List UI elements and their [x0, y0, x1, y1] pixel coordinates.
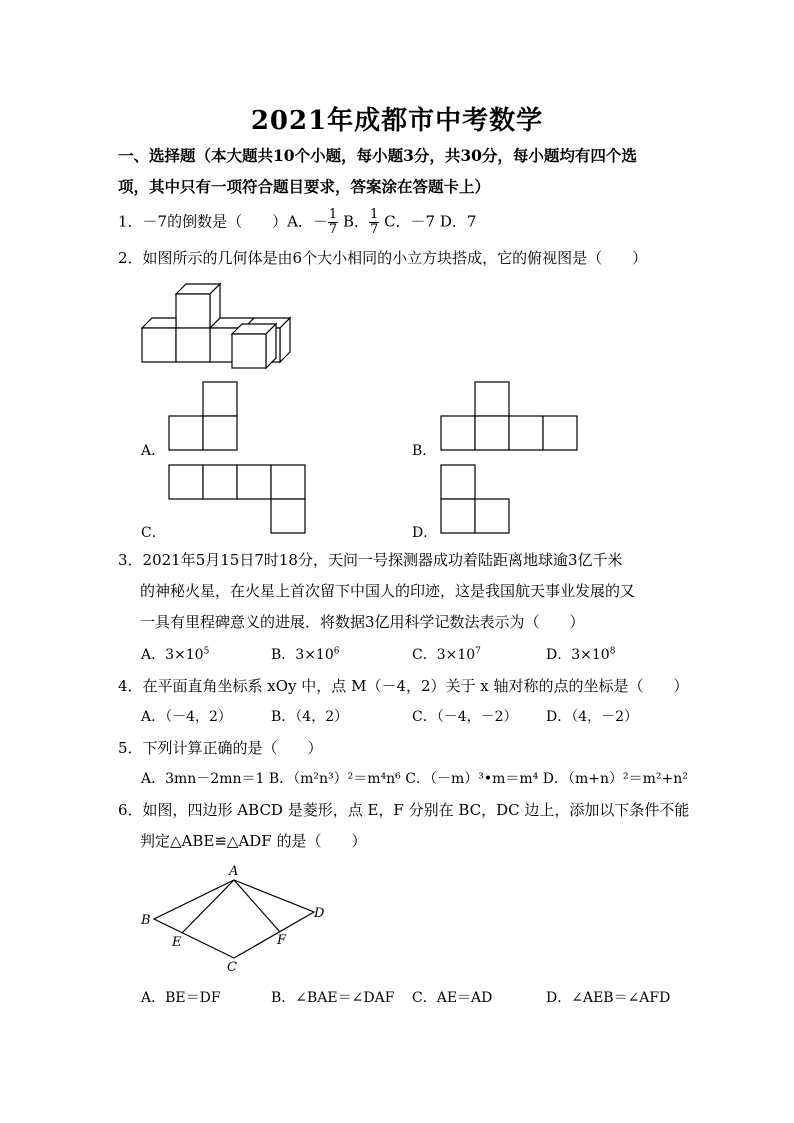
point-c-label: C: [227, 960, 237, 975]
page-title: 2021年成都市中考数学: [250, 106, 544, 136]
q2-opt-c-label: C．: [141, 525, 166, 541]
q3-opt-d-exp: 8: [609, 646, 616, 657]
q1-frac-b-num: 1: [370, 207, 379, 222]
q6-option-c: C．AE＝AD: [412, 990, 493, 1006]
point-a-label: A: [229, 864, 239, 879]
q1-stem: 1．－7的倒数是（ ）A．－: [118, 212, 328, 231]
question-3-line3: 一具有里程碑意义的进展．将数据3亿用科学记数法表示为（ ）: [140, 613, 585, 631]
q3-option-d: [546, 644, 615, 664]
segment-ae: [182, 880, 234, 933]
q2-option-a-figure: [169, 381, 239, 451]
q3-opt-b-text: B．3×10: [271, 647, 334, 663]
q2-opt-b-label: B．: [412, 443, 437, 459]
q1-tail: C．－7 D．7: [384, 212, 477, 231]
q3-option-b: [271, 644, 339, 664]
rhombus-figure: [138, 862, 338, 974]
q6-option-b: B．∠BAE＝∠DAF: [271, 990, 395, 1006]
q2-option-d-figure: [441, 464, 511, 534]
section-heading-line2: 项，其中只有一项符合题目要求，答案涂在答题卡上）: [118, 177, 491, 196]
q2-opt-a-label: A．: [141, 443, 166, 459]
q2-option-c-figure: [169, 464, 307, 534]
q3-opt-a-text: A．3×10: [141, 647, 204, 663]
point-b-label: B: [141, 913, 151, 928]
question-1: [118, 208, 476, 237]
question-3-line1: 3．2021年5月15日7时18分，天问一号探测器成功着陆距离地球逾3亿千米: [118, 551, 623, 569]
q2-option-b-figure: [441, 381, 579, 451]
q1-opt-b-label: B．: [342, 212, 370, 231]
point-e-label: E: [172, 935, 182, 950]
q4-option-c: C．（－4，－2）: [412, 709, 518, 725]
segment-af: [234, 880, 280, 932]
q3-opt-d-text: D．3×10: [546, 647, 610, 663]
q6-option-d: D．∠AEB＝∠AFD: [546, 990, 671, 1006]
q3-opt-c-exp: 7: [475, 646, 481, 657]
q1-frac-a-den: 7: [328, 222, 338, 237]
q3-opt-a-exp: 5: [203, 646, 210, 657]
question-5: 5．下列计算正确的是（ ）: [118, 739, 323, 757]
q4-option-b: B．（4，2）: [271, 709, 349, 725]
q6-option-a: A．BE＝DF: [141, 990, 221, 1006]
q3-option-c: [412, 644, 481, 664]
q5-options: A．3mn－2mn＝1 B．（m²n³）²＝m⁴n⁶ C．（－m）³•m＝m⁴ D．（m+n）²＝m²+n²: [141, 771, 688, 787]
solid-figure: [140, 282, 295, 374]
q4-option-d: D．（4，－2）: [546, 709, 639, 725]
question-6-line2: 判定△ABE≌△ADF 的是（ ）: [140, 832, 367, 850]
q3-opt-c-text: C．3×10: [412, 647, 476, 663]
q1-frac-a-num: 1: [328, 207, 338, 222]
question-4: 4．在平面直角坐标系 xOy 中，点 M（－4，2）关于 x 轴对称的点的坐标是（ ）: [118, 677, 689, 695]
section-heading-line1: 一、选择题（本大题共10个小题，每小题3分，共30分，每小题均有四个选: [118, 146, 637, 165]
question-3-line2: 的神秘火星，在火星上首次留下中国人的印迹，这是我国航天事业发展的又: [140, 582, 636, 600]
q1-fraction-a: [328, 208, 338, 237]
q4-option-a: A．（－4，2）: [141, 709, 232, 725]
question-6-line1: 6．如图，四边形 ABCD 是菱形，点 E，F 分别在 BC，DC 边上，添加以下条件不能: [118, 801, 690, 819]
q1-frac-b-den: 7: [370, 222, 379, 237]
q3-opt-b-exp: 6: [333, 646, 340, 657]
question-2: 2．如图所示的几何体是由6个大小相同的小立方块搭成，它的俯视图是（ ）: [118, 249, 648, 267]
point-d-label: D: [314, 906, 325, 921]
q1-fraction-b: [369, 208, 379, 237]
point-f-label: F: [277, 933, 287, 948]
q2-opt-d-label: D．: [412, 525, 438, 541]
q3-option-a: [141, 644, 209, 664]
